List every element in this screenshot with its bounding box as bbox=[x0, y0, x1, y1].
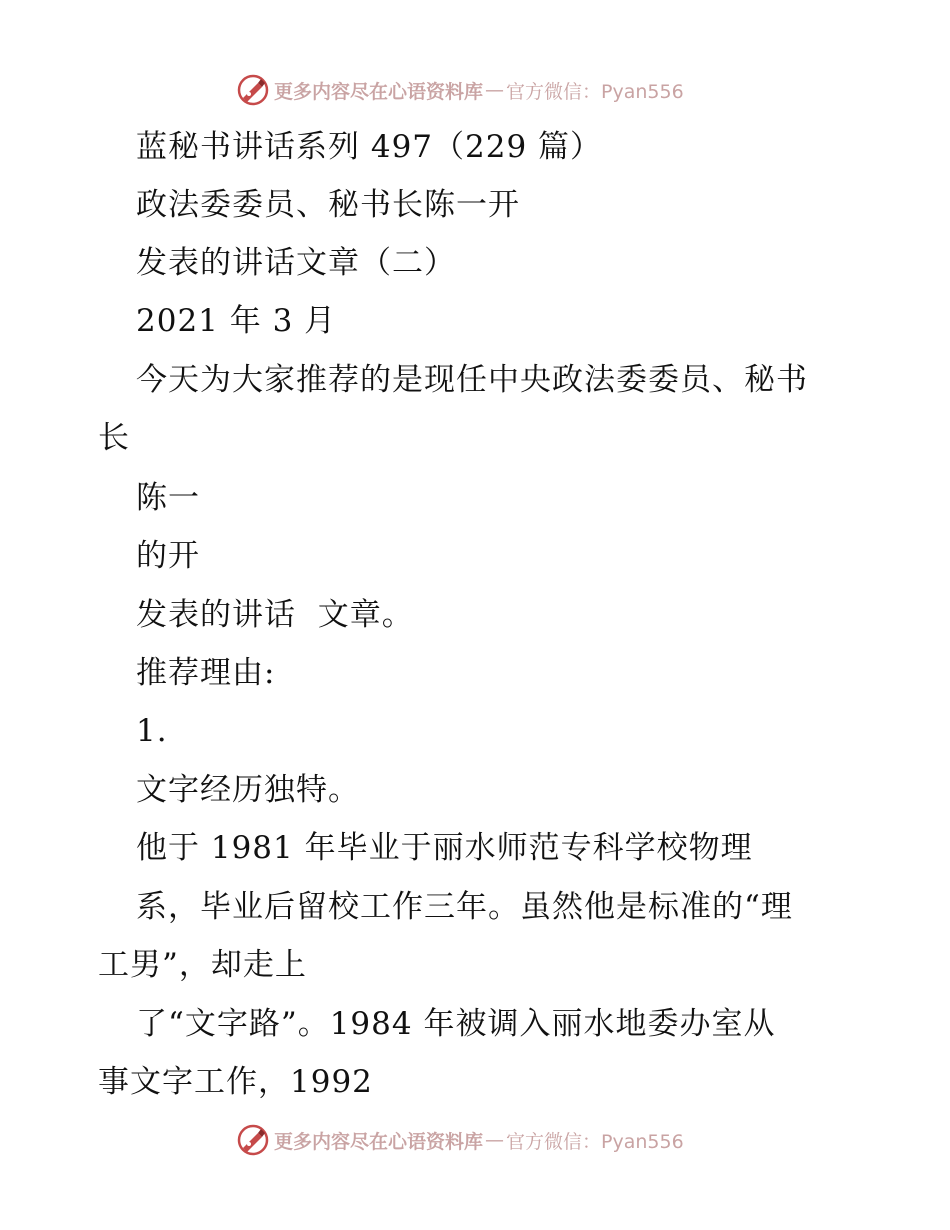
doc-line: 推荐理由: bbox=[136, 655, 276, 691]
doc-line: 系，毕业后留校工作三年。虽然他是标准的“理 bbox=[136, 889, 793, 925]
watermark-dash: — bbox=[485, 1129, 505, 1151]
pen-logo-icon bbox=[236, 1123, 270, 1157]
doc-line: 发表的讲话文章（二） bbox=[136, 245, 456, 281]
doc-line: 工男”，却走上 bbox=[98, 947, 307, 983]
watermark-wechat-text: 官方微信：Pyan556 bbox=[506, 80, 684, 103]
doc-line: 了“文字路”。1984 年被调入丽水地委办室从 bbox=[136, 1006, 776, 1042]
watermark-dash: — bbox=[485, 79, 505, 101]
watermark-main-text: 更多内容尽在心语资料库 bbox=[274, 80, 484, 103]
doc-line: 陈一 bbox=[136, 480, 200, 516]
doc-line: 长 bbox=[98, 420, 130, 456]
doc-line: 的开 bbox=[136, 538, 200, 574]
doc-line: 蓝秘书讲话系列 497（229 篇） bbox=[136, 129, 603, 165]
footer-watermark bbox=[236, 1122, 684, 1158]
doc-line: 事文字工作，1992 bbox=[98, 1064, 373, 1100]
header-watermark bbox=[236, 72, 684, 108]
watermark-main-text: 更多内容尽在心语资料库 bbox=[274, 1130, 484, 1153]
watermark-wechat-text: 官方微信：Pyan556 bbox=[506, 1130, 684, 1153]
pen-logo-icon bbox=[236, 73, 270, 107]
doc-line: 发表的讲话 文章。 bbox=[136, 597, 414, 633]
doc-line: 他于 1981 年毕业于丽水师范专科学校物理 bbox=[136, 830, 753, 866]
doc-line: 2021 年 3 月 bbox=[136, 303, 337, 339]
doc-line: 今天为大家推荐的是现任中央政法委委员、秘书 bbox=[136, 362, 808, 398]
doc-line: 文字经历独特。 bbox=[136, 772, 360, 808]
doc-line: 1. bbox=[136, 713, 168, 749]
doc-line: 政法委委员、秘书长陈一开 bbox=[136, 187, 520, 223]
